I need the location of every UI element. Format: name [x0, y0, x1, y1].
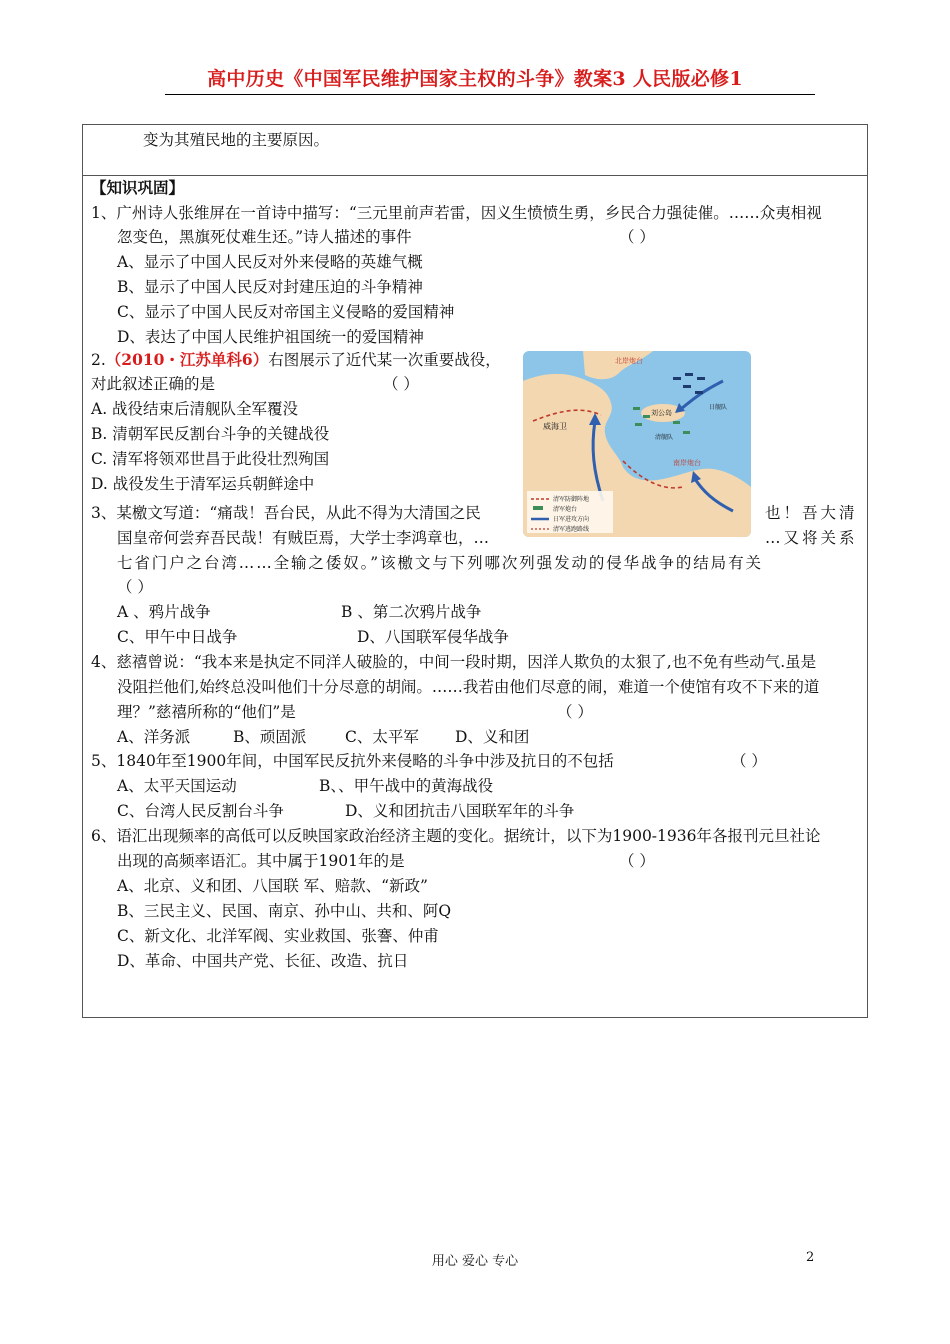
q1-line1: 1、广州诗人张维屏在一首诗中描写：“三元里前声若雷，因义生愤愤生勇，乡民合力强徒催。……众夷相视: [91, 204, 822, 222]
q3-line3: 七省门户之台湾……全输之倭奴。”该檄文与下列哪次列强发动的侵华战争的结局有关: [117, 554, 763, 572]
q2-number: 2.: [91, 351, 106, 369]
header-rule: [165, 94, 815, 95]
q3-line2a: 国皇帝何尝弃吾民哉！有贼臣焉，大学士李鸿章也，…: [117, 529, 490, 547]
q4-line1: 4、慈禧曾说：“我本来是执定不同洋人破脸的，中间一段时期，因洋人欺负的太狠了,也不免有些动气.虽是: [91, 653, 817, 671]
legend-item-3: 日军进攻方向: [553, 516, 590, 523]
map-label-jp-fleet: 日舰队: [709, 404, 728, 411]
q3-option-c: C、甲午中日战争: [117, 628, 238, 646]
q6-option-c: C、新文化、北洋军阀、实业救国、张謇、仲甫: [117, 927, 439, 945]
q6-answer-paren: （ ）: [619, 852, 655, 870]
q5-line1: 5、1840年至1900年间，中国军民反抗外来侵略的斗争中涉及抗日的不包括: [91, 752, 614, 770]
q6-option-a: A、北京、义和团、八国联 军、赔款、“新政”: [117, 877, 428, 895]
q6-line2: 出现的高频率语汇。其中属于1901年的是: [117, 852, 405, 870]
q1-option-c: C、显示了中国人民反对帝国主义侵略的爱国精神: [117, 303, 455, 321]
q3-line1a: 3、某檄文写道：“痛哉！吾台民，从此不得为大清国之民: [91, 504, 481, 522]
q2-option-b: B. 清朝军民反割台斗争的关键战役: [91, 425, 330, 443]
q4-option-d: D、义和团: [455, 728, 530, 746]
page-number: 2: [806, 1250, 815, 1265]
q1-option-b: B、显示了中国人民反对封建压迫的斗争精神: [117, 278, 423, 296]
q2-option-c: C. 清军将领邓世昌于此役壮烈殉国: [91, 450, 330, 468]
q3-answer-paren: （ ）: [117, 578, 153, 596]
q2-line2: 对此叙述正确的是: [91, 375, 216, 393]
q5-answer-paren: （ ）: [731, 752, 767, 770]
legend-item-2: 清军炮台: [553, 506, 578, 513]
q3-line2b: …又将关系: [765, 529, 858, 547]
q4-line2: 没阻拦他们,始终总没叫他们十分尽意的胡闹。……我若由他们尽意的闹，难道一个使馆有攻不下来的道: [117, 678, 820, 696]
q3-option-b: B 、第二次鸦片战争: [341, 603, 482, 621]
page-footer-motto: 用心 爱心 专心: [431, 1254, 519, 1269]
q5-option-c: C、台湾人民反割台斗争: [117, 802, 284, 820]
q1-line2: 忽变色，黑旗死仗难生还。”诗人描述的事件: [117, 228, 412, 246]
q2-option-d: D. 战役发生于清军运兵朝鲜途中: [91, 475, 315, 493]
battle-map-figure: [523, 351, 751, 537]
map-label-south-fort: 南岸炮台: [673, 459, 701, 467]
map-label-north-fort: 北岸炮台: [615, 357, 643, 365]
section-title: 【知识巩固】: [91, 178, 185, 197]
q4-line3: 理？”慈禧所称的“他们”是: [117, 703, 296, 721]
q1-option-d: D、表达了中国人民维护祖国统一的爱国精神: [117, 328, 424, 346]
q4-option-c: C、太平军: [345, 728, 419, 746]
legend-item-1: 清军防御阵地: [553, 496, 590, 503]
q6-line1: 6、语汇出现频率的高低可以反映国家政治经济主题的变化。据统计，以下为1900-1936年各报刊元旦社论: [91, 827, 821, 845]
map-label-weihai: 威海卫: [543, 422, 567, 431]
page-header-title: 高中历史《中国军民维护国家主权的斗争》教案3 人民版必修1: [207, 68, 743, 90]
q4-option-a: A、洋务派: [117, 728, 191, 746]
q5-option-a: A、太平天国运动: [117, 777, 237, 795]
frame-divider: [83, 175, 867, 176]
q2-option-a: A. 战役结束后清舰队全军覆没: [91, 400, 299, 418]
map-label-liugong: 刘公岛: [651, 409, 672, 417]
q5-option-b: B、、甲午战中的黄海战役: [319, 777, 494, 795]
q5-option-d: D、义和团抗击八国联军年的斗争: [345, 802, 575, 820]
legend-swatch-2: [533, 506, 543, 510]
legend-item-4: 清军逃跑路线: [553, 526, 590, 533]
q3-option-d: D、八国联军侵华战争: [357, 628, 509, 646]
q6-option-b: B、三民主义、民国、南京、孙中山、共和、阿Q: [117, 902, 452, 920]
q4-option-b: B、顽固派: [233, 728, 307, 746]
q6-option-d: D、革命、中国共产党、长征、改造、抗日: [117, 952, 409, 970]
q2-line1: [91, 349, 501, 371]
q2-answer-paren: （ ）: [383, 375, 419, 393]
q1-option-a: A、显示了中国人民反对外来侵略的英雄气概: [117, 253, 423, 271]
content-frame: [82, 124, 868, 1018]
q2-source: （2010・江苏单科6）: [105, 350, 269, 369]
q2-line1-rest: 右图展示了近代某一次重要战役，: [268, 351, 501, 369]
q3-line1b: 也！吾大清: [765, 504, 858, 522]
q4-answer-paren: （ ）: [557, 703, 593, 721]
top-fragment: 变为其殖民地的主要原因。: [143, 131, 330, 149]
q3-option-a: A 、鸦片战争: [117, 603, 211, 621]
q1-answer-paren: （ ）: [619, 228, 655, 246]
battle-map-svg: [523, 351, 751, 537]
map-label-qing-fleet: 清舰队: [655, 434, 674, 441]
